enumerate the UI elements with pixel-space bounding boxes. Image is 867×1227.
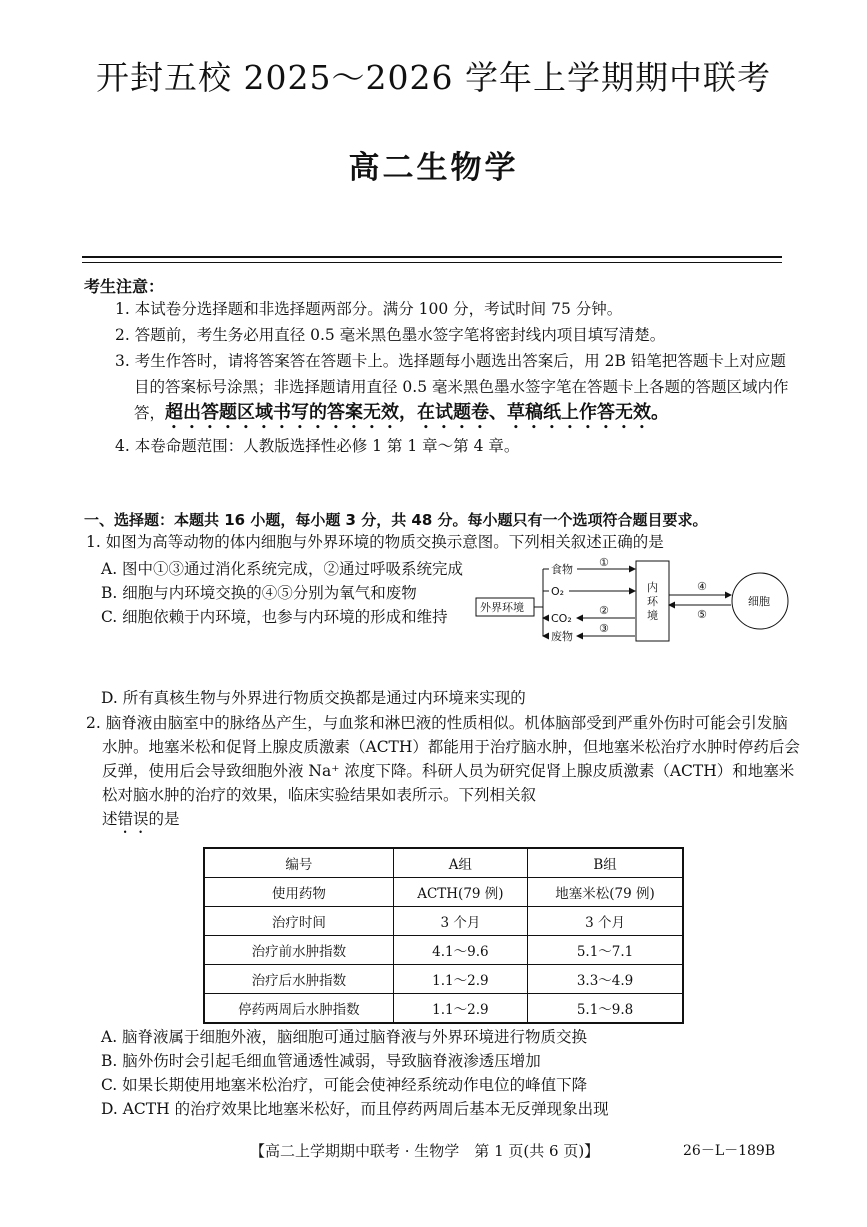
notice-item: 2. 答题前，考生务必用直径 0.5 毫米黑色墨水签字笔将密封线内项目填写清楚。 [115,326,666,344]
subject-title: 高二生物学 [348,150,519,186]
table-cell: 3.3～4.9 [528,965,683,994]
table-row [204,936,683,965]
notice-emphasis: 超出答题区域书写的答案无效，在试题卷、草稿纸上作答无效。 [165,402,670,423]
option-b: B. 细胞与内环境交换的④⑤分别为氧气和废物 [101,584,417,602]
table-header-cell: A组 [393,848,527,878]
notice-item [115,348,795,433]
inner-env-label: 境 [647,609,658,622]
o2-label: O₂ [551,585,565,598]
option-a: A. 图中①③通过消化系统完成，②通过呼吸系统完成 [101,560,464,578]
notice-title: 考生注意： [84,277,165,296]
table-cell: 5.1～7.1 [528,936,683,965]
table-cell: ACTH(79 例) [393,878,527,907]
exchange-diagram [475,555,805,650]
arrow-1-label: ① [599,556,609,569]
table-header-cell: B组 [528,848,683,878]
table-cell: 4.1～9.6 [393,936,527,965]
page-footer: 【高二上学期期中联考 · 生物学 第 1 页(共 6 页)】 [250,1142,600,1160]
table-row [204,878,683,907]
divider [82,262,782,263]
table-cell: 使用药物 [204,878,393,907]
waste-label: 废物 [551,630,573,643]
notice-list [115,296,795,459]
table-cell: 1.1～2.9 [393,994,527,1024]
table-header-row [204,848,683,878]
inner-env-label: 内 [647,581,658,594]
option-c: C. 如果长期使用地塞米松治疗，可能会使神经系统动作电位的峰值下降 [101,1076,588,1094]
option-b: B. 脑外伤时会引起毛细血管通透性减弱，导致脑脊液渗透压增加 [101,1052,541,1070]
table-row [204,965,683,994]
table-cell: 3 个月 [528,907,683,936]
table-cell: 地塞米松(79 例) [528,878,683,907]
table-cell: 停药两周后水肿指数 [204,994,393,1024]
table-cell: 3 个月 [393,907,527,936]
food-label: 食物 [551,563,573,576]
results-table [203,847,684,1024]
table-cell: 治疗时间 [204,907,393,936]
question-2-emphasis: 错误 [117,810,149,828]
table-cell: 5.1～9.8 [528,994,683,1024]
inner-env-label: 环 [647,595,658,608]
notice-item: 1. 本试卷分选择题和非选择题两部分。满分 100 分，考试时间 75 分钟。 [115,300,623,318]
notice-item-text: 3. 考生作答时，请将答案答在答题卡上。选择题每小题选出答案后，用 2B 铅笔把答题卡上对应题目的答案标号涂黑；非选择题请用直径 0.5 毫米黑色墨水签字笔在答题卡上各题的答题区域内作答， [115,352,789,422]
exam-title: 开封五校 2025～2026 学年上学期期中联考 [96,58,771,97]
paper-code: 26－L－189B [683,1143,776,1159]
question-2-tail: 述 [102,810,118,828]
arrow-3-label: ③ [599,622,609,635]
outer-env-label: 外界环境 [480,601,524,614]
table-cell: 1.1～2.9 [393,965,527,994]
section-heading: 一、选择题：本题共 16 小题，每小题 3 分，共 48 分。每小题只有一个选项符合题目要求。 [84,511,708,529]
table-cell: 治疗前水肿指数 [204,936,393,965]
divider [82,256,782,258]
question-1-options [101,557,471,629]
table-cell: 治疗后水肿指数 [204,965,393,994]
table-row [204,907,683,936]
cell-label: 细胞 [748,595,770,608]
question-2-stem [86,711,801,837]
option-d: D. ACTH 的治疗效果比地塞米松好，而且停药两周后基本无反弹现象出现 [101,1100,609,1118]
option-c: C. 细胞依赖于内环境，也参与内环境的形成和维持 [101,608,448,626]
option-a: A. 脑脊液属于细胞外液，脑细胞可通过脑脊液与外界环境进行物质交换 [101,1028,588,1046]
question-2-end: 的是 [148,810,180,828]
question-2-options [101,1025,801,1121]
table-header-cell: 编号 [204,848,393,878]
option-d: D. 所有真核生物与外界进行物质交换都是通过内环境来实现的 [101,689,526,707]
arrow-2-label: ② [599,604,609,617]
question-1-stem: 1. 如图为高等动物的体内细胞与外界环境的物质交换示意图。下列相关叙述正确的是 [86,533,664,551]
arrow-4-label: ④ [697,580,707,593]
arrow-5-label: ⑤ [697,608,707,621]
notice-item: 4. 本卷命题范围：人教版选择性必修 1 第 1 章～第 4 章。 [115,437,520,455]
question-2-text: 2. 脑脊液由脑室中的脉络丛产生，与血浆和淋巴液的性质相似。机体脑部受到严重外伤时可能会引发脑水肿。地塞米松和促肾上腺皮质激素（ACTH）都能用于治疗脑水肿，但地塞米松治疗水肿时停药后会反弹，使用后会导致细胞外液 Na⁺ 浓度下降。科研人员为研究促肾上腺皮质激素（ACTH）和地塞米松对脑水肿的治疗的效果，临床实验结果如表所示。下列相关叙 [86,714,800,804]
table-row [204,994,683,1024]
co2-label: CO₂ [551,612,572,625]
